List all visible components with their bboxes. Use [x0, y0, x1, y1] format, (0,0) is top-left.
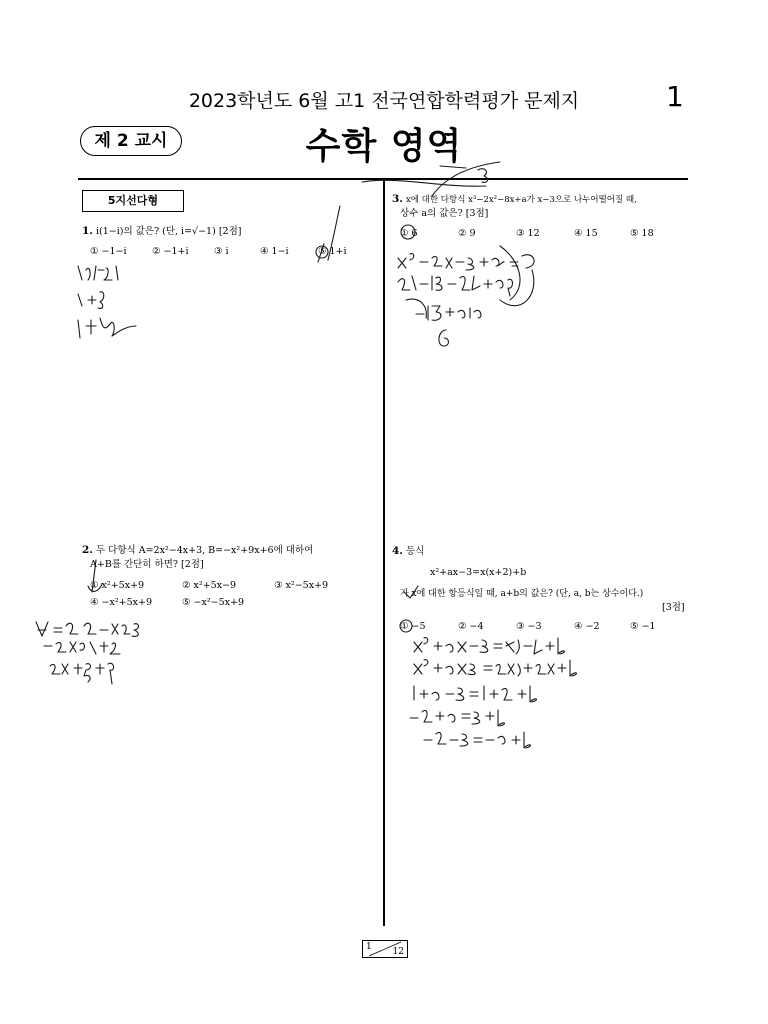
choice-4[interactable]: ④ 1−i — [260, 246, 289, 257]
question-2-choices-row1 — [90, 580, 328, 591]
q4-scratch-line4 — [410, 710, 504, 726]
question-4-line2: 가 x에 대한 항등식일 때, a+b의 값은? (단, a, b는 상수이다.) — [400, 589, 644, 599]
q4-scratch-line3 — [414, 686, 536, 702]
choice-4[interactable]: ④ 15 — [574, 228, 598, 239]
choice-2[interactable]: ② x²+5x−9 — [182, 580, 237, 591]
q2-scratch-line2 — [44, 642, 120, 654]
choice-3[interactable]: ③ i — [214, 246, 229, 257]
choice-5[interactable]: ⑤ 18 — [630, 228, 654, 239]
question-3 — [392, 192, 637, 207]
q3-scratch-arc — [406, 246, 534, 318]
question-text-line1: 두 다항식 A=2x²−4x+3, B=−x²+9x+6에 대하여 — [95, 545, 314, 556]
choice-4[interactable]: ④ −2 — [574, 621, 600, 632]
q1-scratch-line1 — [78, 266, 118, 280]
choice-3[interactable]: ③ 12 — [516, 228, 540, 239]
q3-scratch-line2 — [398, 276, 513, 296]
q1-scratch-line2 — [78, 292, 104, 309]
question-2 — [82, 543, 313, 558]
choice-1[interactable]: ① −5 — [400, 621, 426, 632]
question-1-choices — [90, 246, 347, 257]
q3-scratch-line3 — [416, 306, 481, 320]
q4-scratch-line2 — [414, 660, 576, 676]
q4-scratch-line1 — [414, 638, 564, 654]
choice-1[interactable]: ① 6 — [400, 228, 418, 239]
exam-title: 2023학년도 6월 고1 전국연합학력평가 문제지 — [188, 90, 580, 112]
question-number: 3. — [392, 193, 403, 205]
question-4-points: [3점] — [662, 602, 685, 613]
q1-scratch-line3 — [78, 318, 136, 338]
question-number: 4. — [392, 545, 403, 557]
question-text-line1: x에 대한 다항식 x³−2x²−8x+a가 x−3으로 나누어떨어질 때, — [405, 195, 637, 205]
choice-5[interactable]: ⑤ 1+i — [318, 246, 347, 257]
question-4 — [392, 544, 424, 559]
page-indicator — [362, 940, 408, 958]
question-type-label: 5지선다형 — [82, 190, 184, 212]
choice-5[interactable]: ⑤ −x²−5x+9 — [182, 597, 245, 608]
q2-scratch-line3 — [50, 663, 114, 684]
question-text-line1: 등식 — [405, 546, 425, 557]
question-number: 2. — [82, 544, 93, 556]
choice-1[interactable]: ① x²+5x+9 — [90, 580, 145, 591]
choice-3[interactable]: ③ −3 — [516, 621, 542, 632]
choice-2[interactable]: ② −1+i — [152, 246, 189, 257]
subject-title: 수학 영역 — [305, 126, 463, 167]
question-2-line2: A+B를 간단히 하면? [2점] — [90, 559, 204, 570]
column-divider — [383, 180, 385, 926]
choice-2[interactable]: ② −4 — [458, 621, 484, 632]
q2-scratch-line1 — [36, 622, 139, 636]
choice-4[interactable]: ④ −x²+5x+9 — [90, 597, 153, 608]
page-current: 1 — [366, 942, 372, 952]
choice-3[interactable]: ③ x²−5x+9 — [274, 580, 329, 591]
choice-1[interactable]: ① −1−i — [90, 246, 127, 257]
session-label: 제 2 교시 — [80, 126, 182, 156]
question-number: 1. — [82, 225, 93, 237]
q3-scratch-line1 — [398, 254, 534, 270]
question-text: i(1−i)의 값은? (단, i=√−1) [2점] — [95, 226, 242, 237]
choice-2[interactable]: ② 9 — [458, 228, 476, 239]
page-number: 1 — [666, 80, 684, 113]
q4-scratch-line5 — [424, 732, 530, 748]
question-4-choices — [400, 621, 656, 632]
question-2-choices-row2 — [90, 597, 244, 608]
question-4-equation: x²+ax−3=x(x+2)+b — [430, 567, 527, 578]
q3-scratch-line4 — [439, 330, 449, 346]
question-3-choices — [400, 228, 654, 239]
page-total: 12 — [392, 947, 404, 957]
question-3-line2: 상수 a의 값은? [3점] — [400, 208, 489, 219]
question-1 — [82, 224, 241, 239]
choice-5[interactable]: ⑤ −1 — [630, 621, 656, 632]
q3-top-scratch — [362, 166, 488, 186]
